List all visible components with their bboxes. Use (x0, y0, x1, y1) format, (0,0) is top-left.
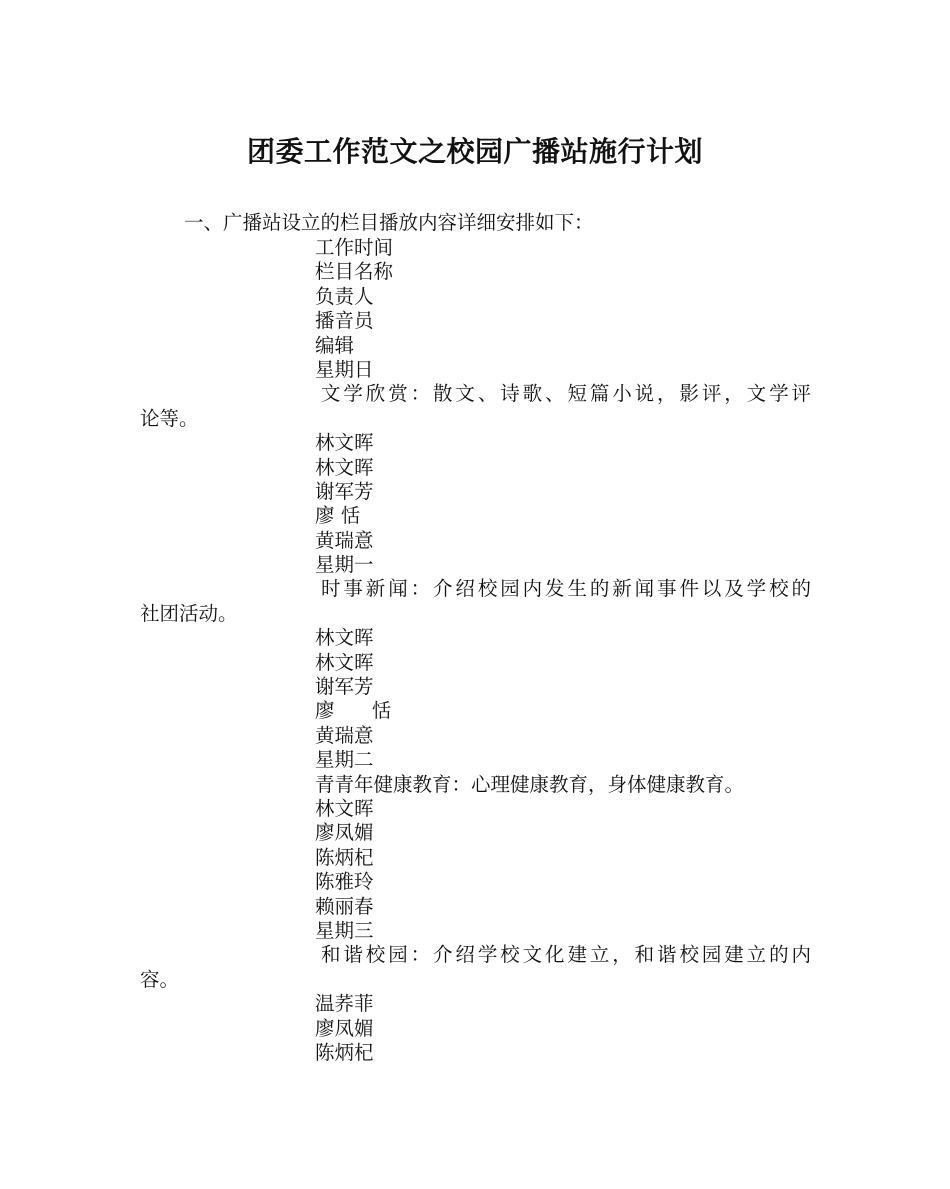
sunday-description (0, 382, 950, 431)
tuesday-name: 陈炳杞 (315, 845, 374, 869)
document-title: 团委工作范文之校园广播站施行计划 (246, 135, 703, 168)
day-tuesday: 星期二 (315, 748, 374, 772)
wednesday-description-line2: 容。 (140, 967, 180, 991)
sunday-description-line2: 论等。 (140, 406, 199, 430)
wednesday-name: 温荞菲 (315, 992, 374, 1016)
wednesday-name: 廖凤媚 (315, 1016, 374, 1040)
day-wednesday: 星期三 (315, 918, 374, 942)
monday-description (0, 577, 950, 626)
tuesday-description: 青青年健康教育：心理健康教育，身体健康教育。 (315, 772, 745, 796)
tuesday-name: 陈雅玲 (315, 870, 374, 894)
monday-name: 林文晖 (315, 626, 374, 650)
monday-name: 林文晖 (315, 650, 374, 674)
sunday-description-line1: 文学欣赏：散文、诗歌、短篇小说，影评，文学评 (321, 382, 811, 406)
day-monday: 星期一 (315, 553, 374, 577)
sunday-name: 林文晖 (315, 431, 374, 455)
intro-paragraph: 一、广播站设立的栏目播放内容详细安排如下： (184, 211, 594, 234)
monday-name: 廖 恬 (315, 699, 392, 723)
schedule-list (0, 236, 950, 1065)
header-editor: 编辑 (315, 333, 355, 357)
monday-description-line1: 时事新闻：介绍校园内发生的新闻事件以及学校的 (321, 577, 811, 601)
header-announcer: 播音员 (315, 309, 374, 333)
sunday-name: 谢军芳 (315, 479, 374, 503)
wednesday-description-line1: 和谐校园：介绍学校文化建立，和谐校园建立的内 (321, 943, 811, 967)
tuesday-name: 林文晖 (315, 796, 374, 820)
sunday-name: 廖 恬 (315, 504, 361, 528)
monday-description-line2: 社团活动。 (140, 601, 238, 625)
monday-name: 谢军芳 (315, 675, 374, 699)
sunday-name: 黄瑞意 (315, 528, 374, 552)
header-column-name: 栏目名称 (315, 260, 394, 284)
wednesday-description (0, 943, 950, 992)
sunday-name: 林文晖 (315, 455, 374, 479)
header-work-time: 工作时间 (315, 236, 394, 259)
tuesday-name: 赖丽春 (315, 894, 374, 918)
monday-name: 黄瑞意 (315, 723, 374, 747)
tuesday-name: 廖凤媚 (315, 821, 374, 845)
day-sunday: 星期日 (315, 357, 374, 381)
header-person-in-charge: 负责人 (315, 284, 374, 308)
wednesday-name: 陈炳杞 (315, 1040, 374, 1064)
